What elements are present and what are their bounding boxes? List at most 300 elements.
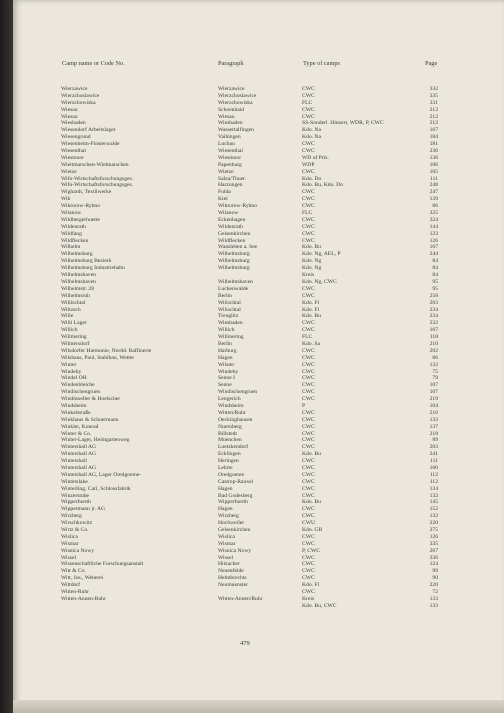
- camp-name-cell: Wiltzsch: [61, 306, 81, 313]
- page-cell: 331: [429, 99, 438, 106]
- camp-type-cell: CWC: [302, 106, 315, 113]
- camp-type-cell: Kdo. GB: [302, 527, 323, 533]
- camp-type-cell: CWC: [302, 437, 315, 444]
- page-cell: 160: [429, 464, 438, 471]
- paragraph-cell: Muenchen: [218, 437, 242, 444]
- paragraph-cell: Wisnica Nowy: [218, 547, 252, 554]
- page-number: 479: [240, 640, 250, 647]
- camp-type-cell: CWC: [302, 416, 315, 423]
- camp-type-cell: FLC: [302, 99, 313, 106]
- page-cell: 133: [429, 416, 438, 423]
- book-binding: [0, 0, 13, 713]
- camp-type-cell: CWC: [302, 327, 315, 334]
- camp-name-cell: Wintershall AG: [61, 451, 97, 458]
- page-cell: 247: [429, 189, 438, 196]
- page-cell: 123: [429, 230, 438, 237]
- camp-type-cell: Kdo. Bu, CWC: [302, 602, 337, 609]
- page-cell: 118: [429, 334, 438, 341]
- camp-type-cell: CWC: [302, 589, 315, 596]
- page-cell: 95: [432, 278, 438, 285]
- camp-type-cell: CWC: [302, 423, 315, 430]
- paragraph-cell: Berlin: [218, 292, 232, 299]
- camp-name-cell: Wismar: [61, 540, 79, 547]
- camp-type-cell: CWC: [302, 361, 315, 368]
- camp-name-cell: Winter & Co.: [61, 430, 92, 437]
- camp-type-cell: CWC: [302, 196, 315, 203]
- camp-type-cell: CWC: [302, 168, 315, 175]
- camp-name-cell: Windeby: [61, 368, 82, 375]
- camp-type-cell: CWC: [302, 568, 315, 575]
- camp-name-cell: Wiesau: [61, 106, 78, 113]
- paragraph-cell: Schoenhaid: [218, 106, 245, 113]
- camp-name-cell: Wipperfuerth: [61, 499, 91, 506]
- page-cell: 134: [429, 485, 438, 492]
- page-cell: 139: [429, 196, 438, 203]
- paragraph-cell: Windischengruen: [218, 389, 258, 396]
- paragraph-cell: Kiel: [218, 196, 228, 203]
- page-cell: 89: [432, 437, 438, 444]
- page-cell: 126: [429, 237, 438, 244]
- page-bottom-edge: [13, 700, 504, 713]
- camp-type-cell: CWC: [302, 86, 315, 92]
- camp-type-cell: CWC: [302, 471, 315, 478]
- camp-name-cell: Winkhaus & Schuermann: [61, 416, 119, 423]
- camp-name-cell: Wiesbaden: [61, 120, 86, 127]
- camp-type-cell: CWC: [302, 285, 315, 292]
- page-cell: 336: [429, 554, 438, 561]
- camp-type-cell: Kdo. Bu, Kdo. Do: [302, 182, 344, 189]
- camp-type-cell: CWC: [302, 382, 315, 389]
- paragraph-cell: Wipperfuerth: [218, 499, 248, 506]
- camp-type-cell: CWC: [302, 216, 315, 223]
- camp-type-cell: Kdo. Ng: [302, 258, 322, 265]
- page-cell: 212: [429, 106, 438, 113]
- camp-type-cell: Kdo. Fl: [302, 306, 320, 313]
- paragraph-cell: Nuernberg: [218, 423, 242, 430]
- camp-name-cell: Wildfang: [61, 230, 82, 237]
- page-cell: 132: [429, 361, 438, 368]
- paragraph-cell: Lengerich: [218, 396, 241, 403]
- paragraph-cell: Castrop-Rauxel: [218, 478, 254, 485]
- camp-name-cell: Wittdorf: [61, 582, 81, 589]
- page-cell: 99: [432, 568, 438, 575]
- paragraph-cell: Oeckinghausen: [218, 416, 253, 423]
- paragraph-cell: [218, 589, 298, 596]
- paragraph-cell: Wirzberg: [218, 513, 239, 520]
- camp-name-cell: Wilhelmsburg Industriebahn: [61, 265, 125, 272]
- camp-name-cell: Wilhelmsburg Bezierk: [61, 258, 112, 265]
- camp-name-cell: Winterling, Carl, Schlossfabrik: [61, 485, 131, 492]
- page-cell: 86: [432, 203, 438, 210]
- camp-type-cell: CWC: [302, 478, 315, 485]
- page-cell: 210: [429, 340, 438, 347]
- camp-name-cell: Winter-Lager, Heimgartenweg: [61, 437, 130, 444]
- page-cell: 335: [429, 92, 438, 99]
- camp-type-cell: CWC: [302, 396, 315, 403]
- camp-type-cell: Kreis: [302, 595, 315, 602]
- camp-type-cell: P, CWC: [302, 547, 321, 554]
- camp-type-cell: CWC: [302, 141, 315, 148]
- paragraph-cell: Wilhelmsburg: [218, 265, 250, 272]
- camp-name-cell: Willmering: [61, 334, 87, 341]
- camp-name-cell: Wiesmoor: [61, 154, 85, 161]
- page-cell: 104: [429, 402, 438, 409]
- camp-type-cell: CWC: [302, 223, 315, 230]
- column-types: [302, 86, 412, 610]
- paragraph-cell: Hochweiler: [218, 520, 245, 527]
- camp-name-cell: Witt & Co.: [61, 568, 86, 575]
- paragraph-cell: Neumuenster: [218, 582, 248, 589]
- camp-name-cell: Wiesau: [61, 113, 78, 120]
- paragraph-cell: Ecklingen: [218, 451, 241, 458]
- camp-name-cell: Witt, Jos., Weberei: [61, 575, 104, 582]
- page-cell: 219: [429, 396, 438, 403]
- paragraph-cell: Wietze: [218, 168, 234, 175]
- header-type: Type of camps: [303, 60, 340, 67]
- paragraph-cell: Windsheim: [218, 402, 244, 409]
- page-cell: 84: [432, 258, 438, 265]
- column-paragraphs: [218, 86, 298, 603]
- page-cell: 325: [429, 210, 438, 217]
- page-cell: 106: [429, 161, 438, 168]
- page-cell: 258: [429, 292, 438, 299]
- camp-type-cell: CWC: [302, 347, 315, 354]
- camp-type-cell: CWC: [302, 203, 315, 210]
- camp-name-cell: Wiesenthal: [61, 148, 86, 155]
- camp-name-cell: Wille: [61, 313, 74, 320]
- camp-type-cell: CWC: [302, 375, 315, 382]
- page-cell: 133: [429, 602, 438, 609]
- page-cell: 167: [429, 327, 438, 334]
- camp-type-cell: CWC: [302, 430, 315, 437]
- camp-type-cell: CWC: [302, 92, 315, 99]
- paragraph-cell: Wildflecken: [218, 237, 246, 244]
- paragraph-cell: Witten-Annen/Ruhr: [218, 595, 263, 602]
- camp-name-cell: Wilsdorfer Harmonie, Nordd. Raffinerie: [61, 347, 152, 354]
- page-cell: 112: [429, 471, 438, 478]
- page-cell: 241: [429, 451, 438, 458]
- camp-type-cell: CWC: [302, 533, 315, 540]
- paragraph-cell: Heringen: [218, 458, 239, 465]
- camp-name-cell: Winter: [61, 361, 77, 368]
- paragraph-cell: Wilischtal: [218, 306, 241, 313]
- camp-type-cell: CWC: [302, 292, 315, 299]
- paragraph-cell: Fulda: [218, 189, 231, 196]
- paragraph-cell: Willmering: [218, 334, 244, 341]
- camp-name-cell: Wissenschaftliche Forschungsanstalt: [61, 561, 144, 568]
- camp-name-cell: Willi Lager: [61, 320, 87, 327]
- paragraph-cell: Wilhelmshaven: [218, 278, 253, 285]
- paragraph-cell: Wierzawice: [218, 86, 245, 92]
- camp-name-cell: Wiesengrund: [61, 134, 91, 141]
- page-cell: 263: [429, 299, 438, 306]
- camp-type-cell: CWC: [302, 113, 315, 120]
- page-cell: 212: [429, 113, 438, 120]
- camp-type-cell: CWC: [302, 458, 315, 465]
- paragraph-cell: Wislica: [218, 533, 235, 540]
- camp-type-cell: CWC: [302, 189, 315, 196]
- page-cell: 107: [429, 382, 438, 389]
- camp-name-cell: Wietze: [61, 168, 77, 175]
- page-cell: 105: [429, 168, 438, 175]
- camp-type-cell: FLC: [302, 334, 313, 341]
- page-cell: 332: [429, 86, 438, 92]
- camp-name-cell: Windsheim: [61, 402, 87, 409]
- page-cell: 234: [429, 313, 438, 320]
- paragraph-cell: Wierzchoslawice: [218, 92, 257, 99]
- paragraph-cell: Eckenhagen: [218, 216, 246, 223]
- page-cell: 145: [429, 499, 438, 506]
- camp-type-cell: WDP: [302, 161, 315, 168]
- camp-type-cell: CWC: [302, 506, 315, 513]
- camp-name-cell: Wierzchoslawice: [61, 92, 100, 99]
- camp-name-cell: Wippermann jr. AG: [61, 506, 106, 513]
- page-cell: 212: [429, 120, 438, 127]
- camp-type-cell: CWC: [302, 575, 315, 582]
- paragraph-cell: Papenburg: [218, 161, 242, 168]
- camp-name-cell: Wilhelmstr. 28: [61, 285, 95, 292]
- page-cell: 152: [429, 506, 438, 513]
- paragraph-cell: Helmbrechts: [218, 575, 247, 582]
- camp-type-cell: CWC: [302, 148, 315, 155]
- page-cell: 132: [429, 492, 438, 499]
- camp-type-cell: CWC: [302, 368, 315, 375]
- paragraph-cell: Wiesenthal: [218, 148, 243, 155]
- column-pages: [410, 86, 438, 610]
- camp-name-cell: Winterslake: [61, 478, 88, 485]
- page-cell: 232: [429, 320, 438, 327]
- paragraph-cell: Wiesmoor: [218, 154, 242, 161]
- camp-name-cell: Wilhelmshaven: [61, 278, 96, 285]
- camp-type-cell: Kdo. Sa: [302, 340, 321, 347]
- camp-name-cell: Wintershall AG: [61, 444, 97, 451]
- page-cell: 136: [429, 154, 438, 161]
- paragraph-cell: Hagen: [218, 485, 233, 492]
- camp-name-cell: Wirschkowitz: [61, 520, 93, 527]
- page-cell: 244: [429, 251, 438, 258]
- page-cell: 75: [432, 368, 438, 375]
- camp-type-cell: Kdo. Ng: [302, 265, 322, 272]
- camp-type-cell: CWC: [302, 492, 315, 499]
- camp-type-cell: Kdo. Bu: [302, 451, 321, 458]
- page-cell: 107: [429, 389, 438, 396]
- paragraph-cell: Luchau: [218, 141, 235, 148]
- camp-type-cell: Kdo. Ng, AEL, P: [302, 251, 341, 258]
- paragraph-cell: Wiesbaden: [218, 120, 243, 127]
- paragraph-cell: Senne I: [218, 375, 235, 382]
- page-cell: 203: [429, 444, 438, 451]
- camp-name-cell: Wierzchowiska: [61, 99, 96, 106]
- camp-name-cell: Wildbergerhuette: [61, 216, 100, 223]
- camp-name-cell: Windmoeller & Hoelscher: [61, 396, 121, 403]
- paragraph-cell: Vaihingen: [218, 134, 241, 141]
- camp-name-cell: Wintershall: [61, 458, 87, 465]
- camp-type-cell: CWC: [302, 464, 315, 471]
- camp-name-cell: Wifo-Wirtschaftsforschungsges.: [61, 175, 134, 182]
- camp-type-cell: CWC: [302, 513, 315, 520]
- paragraph-cell: Wassertalfingen: [218, 127, 254, 134]
- camp-type-cell: CWC: [302, 554, 315, 561]
- camp-name-cell: Wiettmarschen-Wietmarschen: [61, 161, 129, 168]
- camp-name-cell: Wiesenheim-Finsterwalde: [61, 141, 120, 148]
- camp-name-cell: Wissel: [61, 554, 77, 561]
- camp-type-cell: CWU: [302, 520, 316, 527]
- camp-type-cell: Kdo. Fl: [302, 582, 320, 589]
- camp-name-cell: Wilshaus, Paul, Stahlbau, Wetter: [61, 354, 135, 361]
- paragraph-cell: Hagen: [218, 506, 233, 513]
- camp-name-cell: Wierzawice: [61, 86, 88, 92]
- paragraph-cell: Wilhelmsburg: [218, 251, 250, 258]
- paragraph-cell: Wilhelmsburg: [218, 258, 250, 265]
- paragraph-cell: Witten/Ruhr: [218, 409, 246, 416]
- camp-type-cell: P: [302, 402, 306, 409]
- paragraph-cell: [218, 272, 298, 279]
- paragraph-cell: Wiktorow-Rybno: [218, 203, 258, 210]
- camp-type-cell: CWC: [302, 444, 315, 451]
- camp-name-cell: Wilhelmshaven: [61, 272, 96, 279]
- page-cell: 111: [430, 175, 438, 182]
- paragraph-cell: Oredgoeme: [218, 471, 245, 478]
- camp-name-cell: Winkler, Konrad: [61, 423, 99, 430]
- paragraph-cell: Gelsenkirchen: [218, 230, 251, 237]
- paragraph-cell: Senne: [218, 382, 232, 389]
- page-cell: 167: [429, 244, 438, 251]
- paragraph-cell: Willich: [218, 327, 235, 334]
- page-cell: 144: [429, 223, 438, 230]
- camp-type-cell: SS-Sonderl. Hinzert, WDR, P, CWC: [302, 120, 384, 127]
- page-cell: 262: [429, 347, 438, 354]
- page-cell: 216: [429, 409, 438, 416]
- paragraph-cell: Windeby: [218, 368, 239, 375]
- camp-type-cell: Kdo. Bu: [302, 244, 321, 251]
- page-cell: 95: [432, 285, 438, 292]
- camp-name-cell: Wintershall AG, Lager Oredgoeme-: [61, 471, 142, 478]
- camp-name-cell: Windenbleiche: [61, 382, 95, 389]
- camp-type-cell: Kdo. Fl: [302, 299, 320, 306]
- camp-type-cell: Kdo. Do: [302, 175, 322, 182]
- page-cell: 218: [429, 430, 438, 437]
- page-cell: 79: [432, 375, 438, 382]
- page-cell: 90: [432, 575, 438, 582]
- header-page: Page: [425, 60, 438, 67]
- page-cell: 275: [429, 527, 438, 533]
- camp-name-cell: Wilanow: [61, 210, 82, 217]
- paragraph-cell: Gelsenkirchen: [218, 527, 251, 533]
- camp-name-cell: Witten-Annen-Ruhr: [61, 595, 106, 602]
- camp-type-cell: Kdo. Na: [302, 134, 321, 141]
- page-cell: 72: [432, 589, 438, 596]
- page-cell: 234: [429, 306, 438, 313]
- camp-name-cell: Wisnica Nowy: [61, 547, 95, 554]
- paragraph-cell: Billstedt: [218, 430, 237, 437]
- camp-name-cell: Wiesendorf Arbeitslager: [61, 127, 116, 134]
- page-cell: 184: [429, 134, 438, 141]
- paragraph-cell: Wildenrath: [218, 223, 243, 230]
- paragraph-cell: Hitzacker: [218, 561, 240, 568]
- paragraph-cell: Lehrte: [218, 464, 233, 471]
- camp-type-cell: Kdo. Bu: [302, 499, 321, 506]
- paragraph-cell: Harzungen: [218, 182, 243, 189]
- camp-type-cell: FLC: [302, 210, 313, 217]
- paragraph-cell: Bad Godesberg: [218, 492, 253, 499]
- page-cell: 132: [429, 513, 438, 520]
- camp-name-cell: Wilhelmsburg: [61, 251, 93, 258]
- camp-name-cell: Wiktorow-Rybno: [61, 203, 101, 210]
- camp-type-cell: Kdo. Bu: [302, 313, 321, 320]
- paragraph-cell: Neuenfelde: [218, 568, 244, 575]
- page-cell: 220: [429, 520, 438, 527]
- camp-type-cell: CWC: [302, 230, 315, 237]
- camp-type-cell: WD of Pris.: [302, 154, 329, 161]
- column-camp-names: [61, 86, 211, 603]
- camp-name-cell: Witten-Ruhr: [61, 589, 90, 596]
- page-cell: 112: [429, 478, 438, 485]
- camp-name-cell: Wik: [61, 196, 71, 203]
- camp-name-cell: Windischengruen: [61, 389, 101, 396]
- camp-type-cell: Kdo. Ng, CWC: [302, 278, 337, 285]
- page-cell: 167: [429, 127, 438, 134]
- page-cell: 137: [429, 423, 438, 430]
- camp-type-cell: CWC: [302, 237, 315, 244]
- paragraph-cell: Berlin: [218, 340, 232, 347]
- page-cell: 248: [429, 182, 438, 189]
- camp-name-cell: Wilhelmsruh: [61, 292, 90, 299]
- paragraph-cell: Wilanow: [218, 210, 239, 217]
- camp-type-cell: CWC: [302, 540, 315, 547]
- page-cell: 220: [429, 582, 438, 589]
- camp-name-cell: Wilhelm: [61, 244, 81, 251]
- page-cell: 133: [429, 595, 438, 602]
- page-cell: 324: [429, 216, 438, 223]
- page-cell: 181: [429, 141, 438, 148]
- paragraph-cell: Hagen: [218, 354, 233, 361]
- paragraph-cell: Wilischtal: [218, 299, 241, 306]
- camp-name-cell: Willischtal: [61, 299, 86, 306]
- paragraph-cell: Wilster: [218, 361, 235, 368]
- paragraph-cell: Harburg: [218, 347, 237, 354]
- camp-type-cell: CWC: [302, 354, 315, 361]
- page-cell: 86: [432, 354, 438, 361]
- camp-type-cell: CWC: [302, 409, 315, 416]
- paragraph-cell: Wierzchowiska: [218, 99, 253, 106]
- camp-type-cell: Kreis: [302, 272, 315, 279]
- paragraph-cell: Salza/Thuer.: [218, 175, 247, 182]
- page-cell: 335: [429, 540, 438, 547]
- page-cell: 267: [429, 547, 438, 554]
- camp-name-cell: Wifo-Wirtschaftsforschungsges.: [61, 182, 134, 189]
- camp-name-cell: Wirtz & Co.: [61, 527, 89, 533]
- paragraph-cell: Luetzkendorf: [218, 444, 249, 451]
- page-cell: 124: [429, 561, 438, 568]
- paragraph-cell: Wissel: [218, 554, 234, 561]
- paragraph-cell: Luckenwalde: [218, 285, 249, 292]
- camp-name-cell: Wirzberg: [61, 513, 82, 520]
- page-cell: 236: [429, 148, 438, 155]
- camp-type-cell: CWC: [302, 320, 315, 327]
- camp-type-cell: CWC: [302, 389, 315, 396]
- camp-name-cell: Wislica: [61, 533, 78, 540]
- camp-type-cell: CWC: [302, 561, 315, 568]
- camp-name-cell: Wintershall AG: [61, 464, 97, 471]
- paragraph-cell: Wiesau: [218, 113, 235, 120]
- camp-name-cell: Windel OH: [61, 375, 87, 382]
- paragraph-cell: Wiesbaden: [218, 320, 243, 327]
- page-cell: 84: [432, 265, 438, 272]
- camp-name-cell: Willich: [61, 327, 78, 334]
- camp-name-cell: Wilmersdorf: [61, 340, 90, 347]
- page-cell: 84: [432, 272, 438, 279]
- camp-type-cell: Kdo. Na: [302, 127, 321, 134]
